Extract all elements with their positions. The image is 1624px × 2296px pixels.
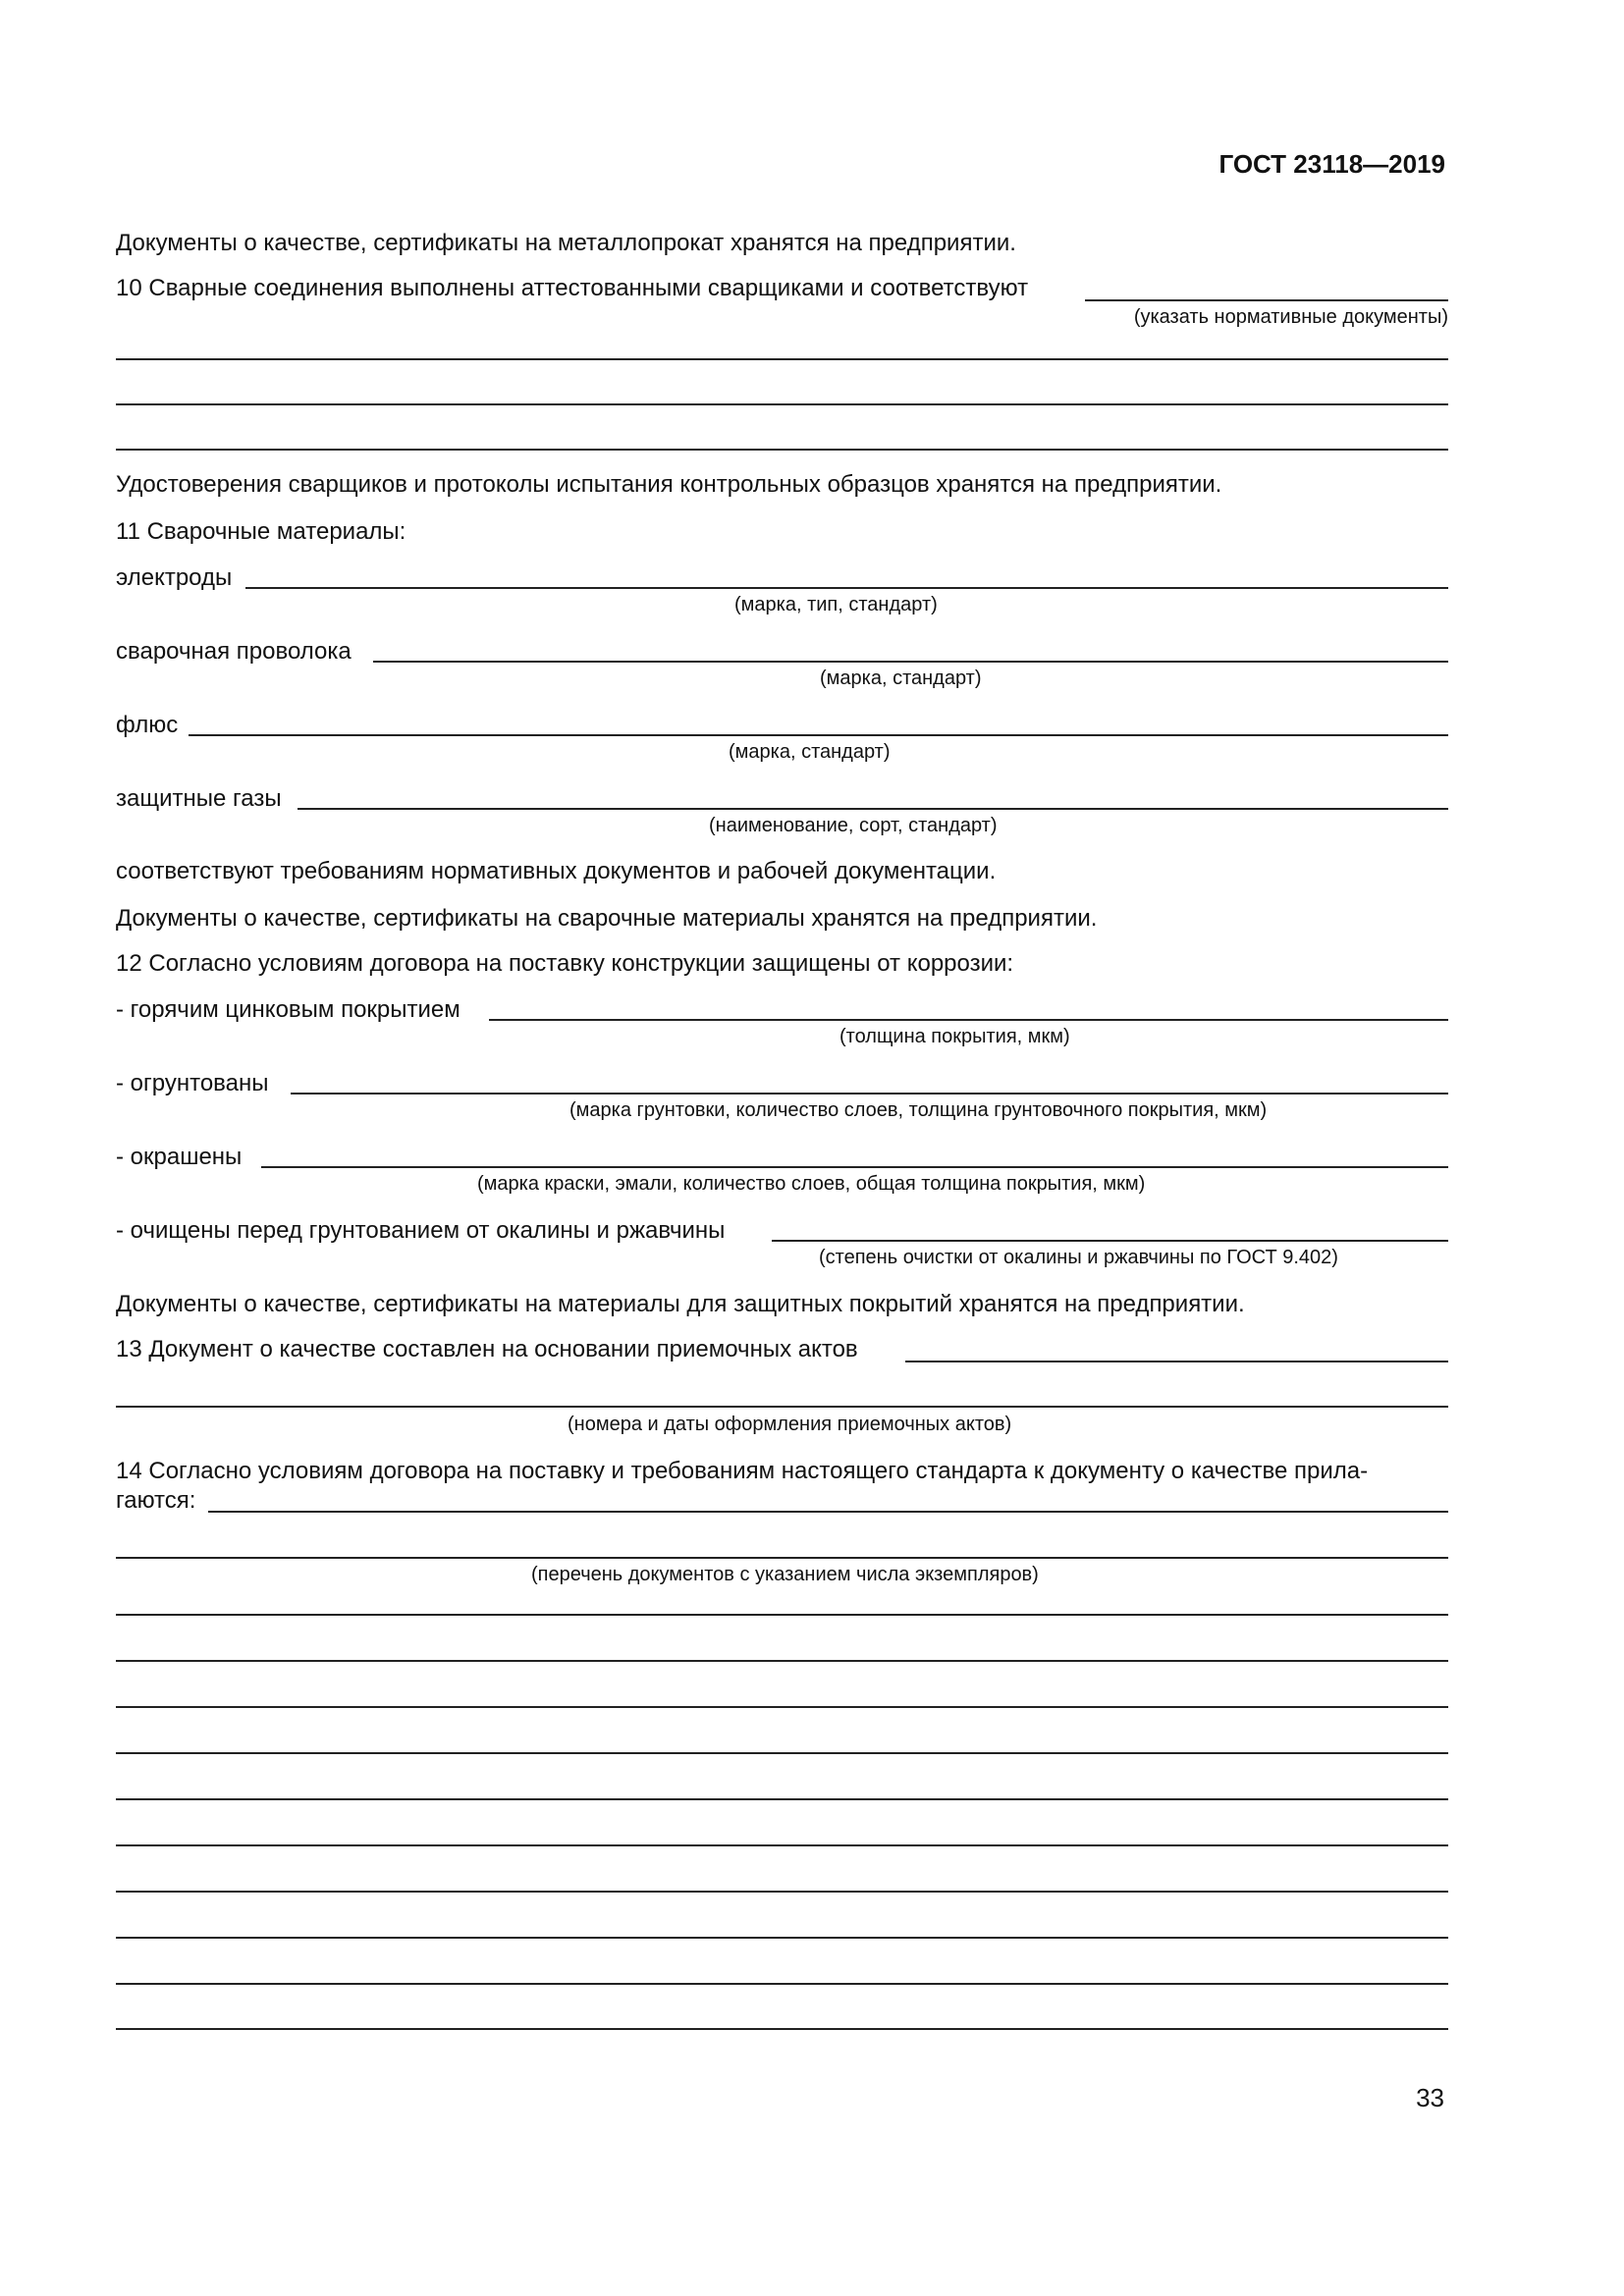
blank-line	[116, 1706, 1448, 1708]
blank-line	[116, 1798, 1448, 1800]
item-13-fill-line	[905, 1361, 1448, 1362]
primed-label: - огрунтованы	[116, 1070, 269, 1096]
flux-label: флюс	[116, 712, 179, 738]
quality-docs-coating-text: Документы о качестве, сертификаты на материалы для защитных покрытий хранятся на предприятии.	[116, 1291, 1245, 1317]
standard-header: ГОСТ 23118—2019	[1218, 149, 1445, 179]
item-12-text: 12 Согласно условиям договора на поставку конструкции защищены от коррозии:	[116, 950, 1014, 977]
blank-line	[116, 1844, 1448, 1846]
quality-docs-metal-text: Документы о качестве, сертификаты на металлопрокат хранятся на предприятии.	[116, 230, 1016, 256]
item-10-text: 10 Сварные соединения выполнены аттестованными сварщиками и соответствуют	[116, 275, 1029, 301]
cleaned-caption: (степень очистки от окалины и ржавчины по ГОСТ 9.402)	[819, 1247, 1338, 1268]
item-13-text: 13 Документ о качестве составлен на основании приемочных актов	[116, 1336, 858, 1362]
wire-label: сварочная проволока	[116, 638, 352, 665]
quality-docs-welding-text: Документы о качестве, сертификаты на сварочные материалы хранятся на предприятии.	[116, 905, 1098, 932]
gases-caption: (наименование, сорт, стандарт)	[709, 815, 998, 836]
blank-line	[116, 1937, 1448, 1939]
cleaned-label: - очищены перед грунтованием от окалины и ржавчины	[116, 1217, 726, 1244]
electrodes-label: электроды	[116, 564, 233, 591]
flux-fill-line	[189, 734, 1448, 736]
electrodes-fill-line	[245, 587, 1448, 589]
cleaned-fill-line	[772, 1240, 1448, 1242]
item-10-caption: (указать нормативные документы)	[1133, 306, 1448, 328]
item-10-line-2	[116, 358, 1448, 360]
item-10-fill-line	[1085, 299, 1448, 301]
blank-line	[116, 1660, 1448, 1662]
wire-caption: (марка, стандарт)	[820, 667, 982, 689]
item-13-line-2	[116, 1406, 1448, 1408]
item-11-text: 11 Сварочные материалы:	[116, 518, 406, 545]
zinc-fill-line	[489, 1019, 1448, 1021]
welders-certs-text: Удостоверения сварщиков и протоколы испытания контрольных образцов хранятся на предприятии.	[116, 471, 1222, 498]
item-13-caption: (номера и даты оформления приемочных актов)	[568, 1414, 1012, 1435]
blank-line	[116, 1752, 1448, 1754]
painted-caption: (марка краски, эмали, количество слоев, общая толщина покрытия, мкм)	[477, 1173, 1146, 1195]
gases-fill-line	[298, 808, 1448, 810]
comply-text: соответствуют требованиям нормативных документов и рабочей документации.	[116, 858, 997, 884]
primed-fill-line	[291, 1093, 1448, 1095]
item-14-line-2	[116, 1557, 1448, 1559]
zinc-label: - горячим цинковым покрытием	[116, 996, 460, 1023]
gases-label: защитные газы	[116, 785, 282, 812]
primed-caption: (марка грунтовки, количество слоев, толщина грунтовочного покрытия, мкм)	[569, 1099, 1268, 1121]
painted-fill-line	[261, 1166, 1448, 1168]
blank-line	[116, 1983, 1448, 1985]
item-14-fill-line	[208, 1511, 1448, 1513]
painted-label: - окрашены	[116, 1144, 243, 1170]
blank-line	[116, 1891, 1448, 1893]
wire-fill-line	[373, 661, 1448, 663]
item-10-line-3	[116, 403, 1448, 405]
item-14-text-line-1: 14 Согласно условиям договора на поставку и требованиям настоящего стандарта к документу о качестве прила-	[116, 1458, 1369, 1484]
item-14-text-line-2: гаются:	[116, 1487, 196, 1514]
flux-caption: (марка, стандарт)	[729, 741, 891, 763]
page-number: 33	[1416, 2083, 1444, 2112]
item-10-line-4	[116, 449, 1448, 451]
electrodes-caption: (марка, тип, стандарт)	[734, 594, 938, 615]
item-14-caption: (перечень документов с указанием числа экземпляров)	[531, 1564, 1039, 1585]
zinc-caption: (толщина покрытия, мкм)	[839, 1026, 1070, 1047]
blank-line	[116, 1614, 1448, 1616]
blank-line	[116, 2028, 1448, 2030]
